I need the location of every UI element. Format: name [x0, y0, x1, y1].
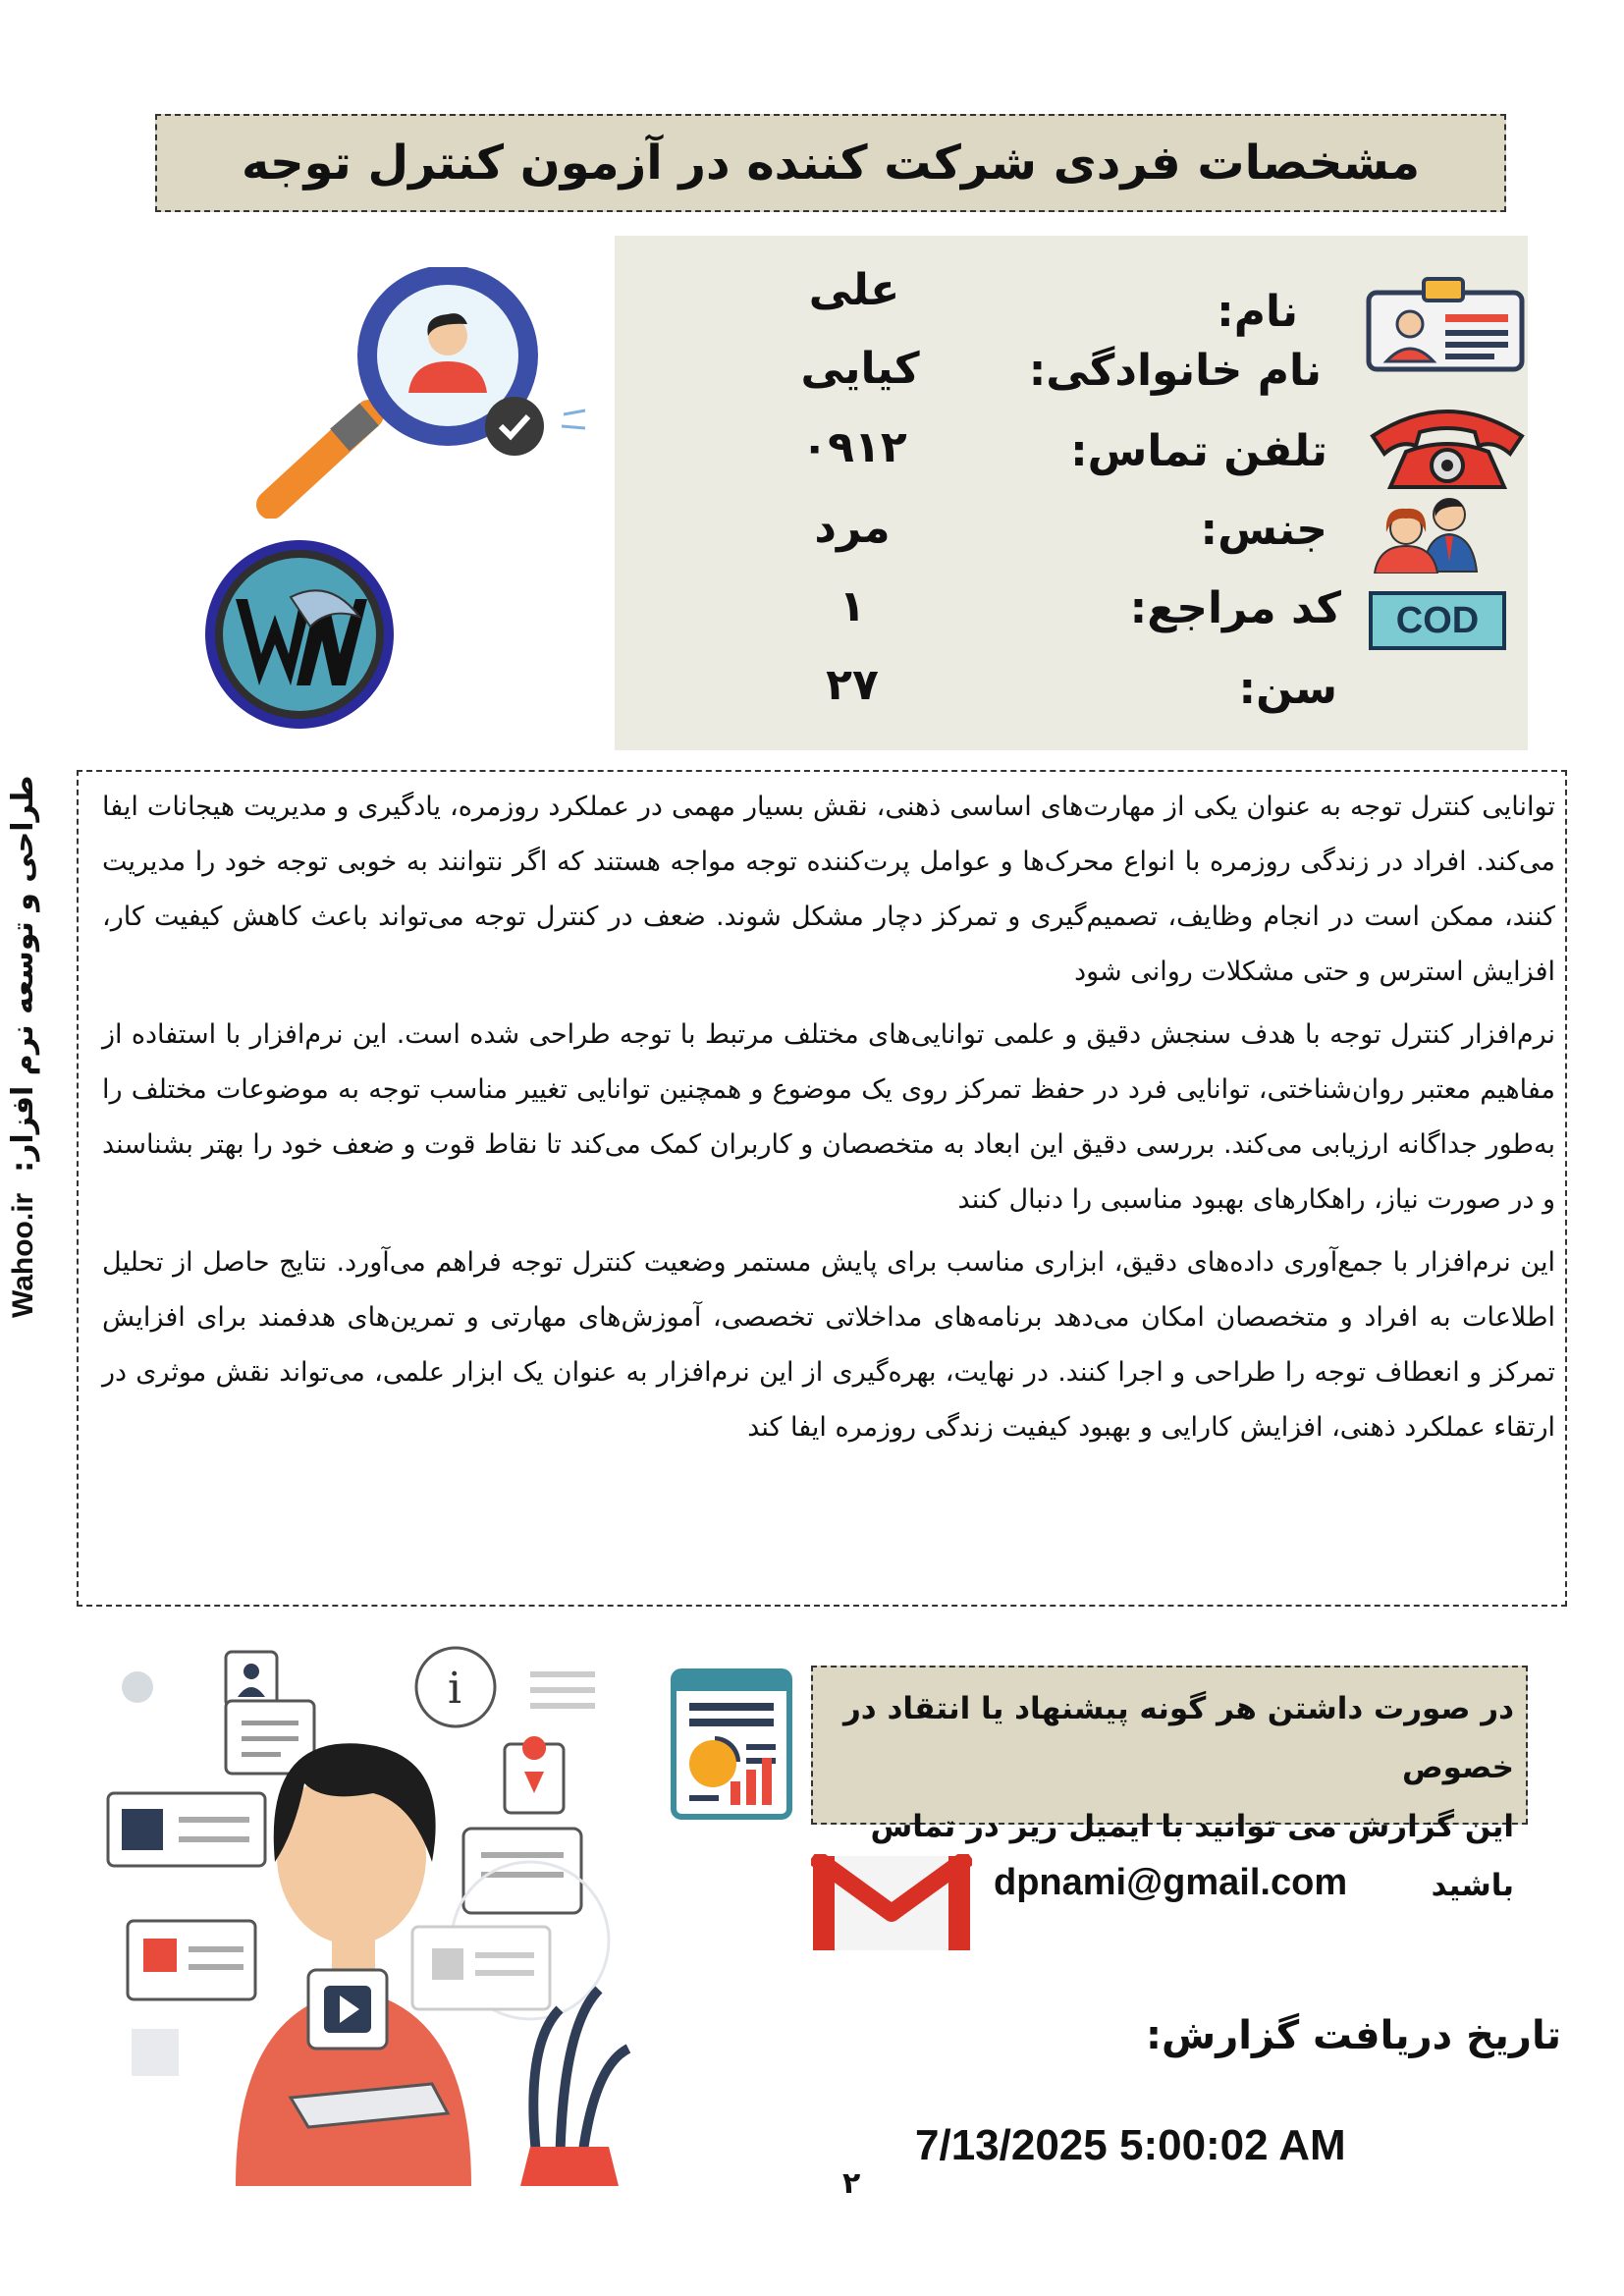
report-icon — [670, 1667, 793, 1821]
sidebar-credit-label: طراحی و توسعه نرم افزار: — [6, 776, 40, 1174]
report-date-value: 7/13/2025 5:00:02 AM — [915, 2121, 1346, 2169]
person-with-tablet-illustration — [98, 1636, 648, 2186]
magnifier-user-icon — [251, 267, 595, 519]
gmail-icon — [811, 1854, 972, 1952]
contact-email[interactable]: dpnami@gmail.com — [994, 1862, 1348, 1903]
code-badge-icon: COD — [1369, 591, 1506, 650]
feedback-line-1: در صورت داشتن هر گونه پیشنهاد یا انتقاد در خصوص — [842, 1691, 1514, 1785]
code-value: ۱ — [839, 581, 866, 631]
sidebar-credit — [4, 776, 67, 1319]
id-card-icon — [1365, 275, 1528, 373]
report-date-label: تاریخ دریافت گزارش: — [1146, 2013, 1561, 2058]
name-label: نام: — [1217, 287, 1298, 337]
info-glyph: i — [448, 1664, 462, 1714]
paragraph-1: توانایی کنترل توجه به عنوان یکی از مهارت‌های اساسی ذهنی، نقش بسیار مهمی در عملکرد روزمره، یادگیری و مدیریت هیجانات ایفا می‌کند. افراد در زندگی روزمره با انواع محرک‌ها و عوامل پرت‌کننده توجه مواجه هستند که اگر نتوانند به خوبی توجه خود را مدیریت کنند، ممکن است در انجام وظایف، تصمیم‌گیری و تمرکز دچار مشکل شوند. ضعف در کنترل توجه می‌تواند باعث کاهش کیفیت کار، افزایش استرس و حتی مشکلات روانی شود — [102, 792, 1555, 987]
phone-value: ۰۹۱۲ — [801, 422, 907, 472]
telephone-icon — [1367, 397, 1528, 491]
name-value: علی — [808, 265, 900, 315]
page-title: مشخصات فردی شرکت کننده در آزمون کنترل توجه — [155, 114, 1506, 212]
gender-label: جنس: — [1200, 505, 1327, 555]
description-box — [77, 770, 1567, 1607]
paragraph-2: نرم‌افزار کنترل توجه با هدف سنجش دقیق و علمی توانایی‌های مختلف مرتبط با توجه طراحی شده است. این نرم‌افزار با استفاده از مفاهیم معتبر روان‌شناختی، توانایی فرد در حفظ تمرکز روی یک موضوع و همچنین توانایی تغییر مناسب توجه به موضوعات مختلف را به‌طور جداگانه ارزیابی می‌کند. بررسی دقیق این ابعاد به متخصصان و کاربران کمک می‌کند تا نقاط قوت و ضعف خود را بهتر بشناسند و در صورت نیاز، راهکارهای بهبود مناسبی را دنبال کنند — [102, 1019, 1555, 1215]
age-label: سن: — [1238, 664, 1337, 714]
page-number: ۲ — [842, 2166, 861, 2201]
code-label: کد مراجع: — [1129, 583, 1341, 633]
family-value: کیایی — [800, 344, 920, 394]
phone-label: تلفن تماس: — [1070, 426, 1327, 476]
gender-value: مرد — [814, 503, 891, 553]
family-label: نام خانوادگی: — [1028, 346, 1322, 396]
paragraph-3: این نرم‌افزار با جمع‌آوری داده‌های دقیق، ابزاری مناسب برای پایش مستمر وضعیت کنترل توجه فراهم می‌آورد. نتایج حاصل از تحلیل اطلاعات به افراد و متخصصان امکان می‌دهد برنامه‌های مداخلاتی تخصصی، آموزش‌های مهارتی و تمرین‌های هدفمند برای افزایش تمرکز و انعطاف توجه را طراحی و اجرا کنند. در نهایت، بهره‌گیری از این نرم‌افزار به عنوان یک ابزار علمی، می‌تواند نقش موثری در ارتقاء عملکرد ذهنی، افزایش کارایی و بهبود کیفیت زندگی روزمره ایفا کند — [102, 1247, 1555, 1443]
feedback-line-2: این گزارش می توانید با ایمیل زیر در تماس باشید — [870, 1809, 1514, 1903]
gender-icon — [1369, 493, 1487, 574]
age-value: ۲۷ — [826, 660, 879, 710]
logo-icon — [202, 538, 397, 731]
sidebar-credit-site: Wahoo.ir — [7, 1193, 39, 1319]
